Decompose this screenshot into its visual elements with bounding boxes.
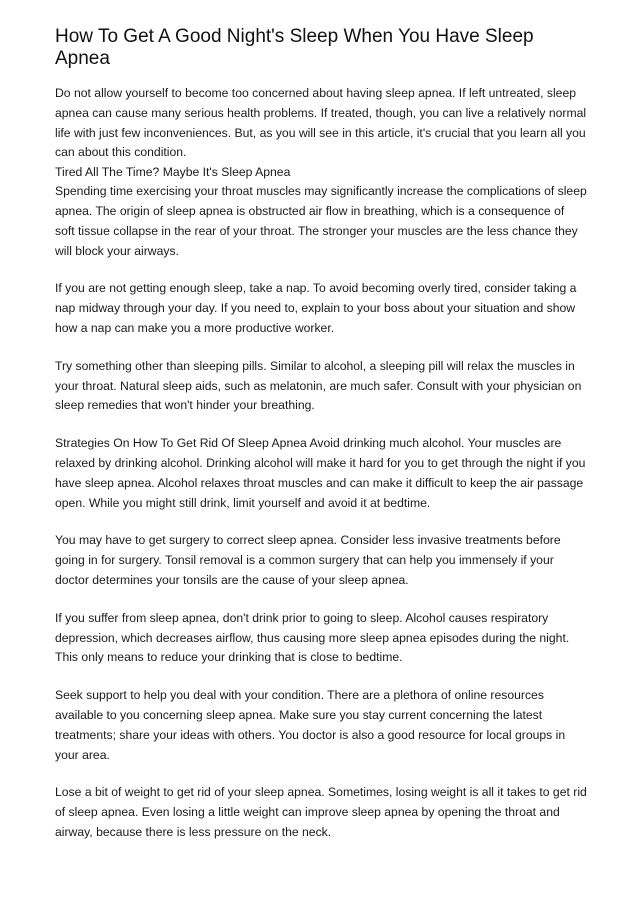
paragraph-throat-exercise: Spending time exercising your throat muscles may significantly increase the complications of sleep apnea. The origin of sleep apnea is obstructed air flow in breathing, which is a consequence of soft tissue collapse in the rear of your throat. The stronger your muscles are the less chance they will block your airways. [55, 184, 587, 258]
paragraph-surgery: You may have to get surgery to correct sleep apnea. Consider less invasive treatments before going in for surgery. Tonsil removal is a common surgery that can help you immensely if your doctor determines your tonsils are the cause of your sleep apnea. [55, 533, 561, 587]
paragraph-bedtime-drinking: If you suffer from sleep apnea, don't drink prior to going to sleep. Alcohol causes respiratory depression, which decreases airflow, thus causing more sleep apnea episodes during the night. This only means to reduce your drinking that is close to bedtime. [55, 610, 570, 665]
paragraph-intro: Do not allow yourself to become too concerned about having sleep apnea. If left untreated, sleep apnea can cause many serious health problems. If treated, though, you can live a relatively normal life with just few inconveniences. But, as you will see in this article, it's crucial that you learn all you can about this condition. [55, 86, 587, 160]
paragraph-support: Seek support to help you deal with your condition. There are a plethora of online resources available to you concerning sleep apnea. Make sure you stay current concerning the latest treatments; share your ideas with others. You doctor is also a good resource for local groups in your area. [55, 688, 566, 762]
paragraph-alcohol: Strategies On How To Get Rid Of Sleep Apnea Avoid drinking much alcohol. Your muscles are relaxed by drinking alcohol. Drinking alcohol will make it hard for you to get through the night if you have sleep apnea. Alcohol relaxes throat muscles and can make it difficult to keep the air passage open. While you might still drink, limit yourself and avoid it at bedtime. [55, 436, 586, 510]
document-page [55, 26, 587, 861]
section-heading: Tired All The Time? Maybe It's Sleep Apnea [55, 165, 291, 180]
document-title: How To Get A Good Night's Sleep When You Have Sleep Apnea [55, 26, 534, 69]
paragraph-nap: If you are not getting enough sleep, take a nap. To avoid becoming overly tired, consider taking a nap midway through your day. If you need to, explain to your boss about your situation and show how a nap can make you a more productive worker. [55, 281, 577, 335]
paragraph-weight-loss: Lose a bit of weight to get rid of your sleep apnea. Sometimes, losing weight is all it takes to get rid of sleep apnea. Even losing a little weight can improve sleep apnea by opening the throat and airway, because there is less pressure on the neck. [55, 785, 587, 839]
paragraph-sleeping-pills: Try something other than sleeping pills. Similar to alcohol, a sleeping pill will relax the muscles in your throat. Natural sleep aids, such as melatonin, are much safer. Consult with your physician on sleep remedies that won't hinder your breathing. [55, 358, 582, 413]
